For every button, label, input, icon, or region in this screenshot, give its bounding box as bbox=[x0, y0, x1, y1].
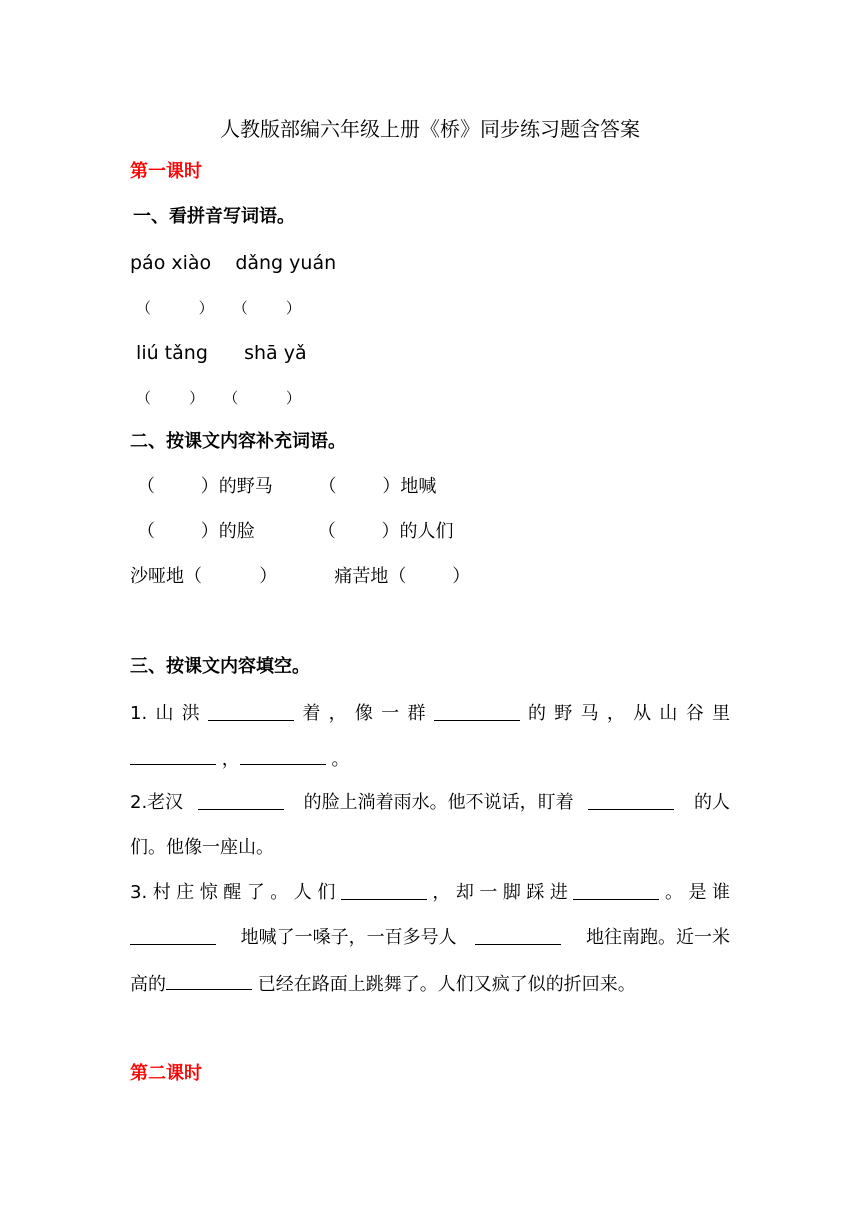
answer-blank bbox=[130, 746, 216, 765]
question-text: 一 bbox=[381, 703, 400, 724]
pinyin-row-1: páo xiào dǎng yuán bbox=[130, 252, 337, 274]
question-text: 谷 bbox=[685, 703, 704, 724]
question-text: 踩 bbox=[526, 882, 545, 903]
answer-blank bbox=[166, 971, 252, 990]
question-text: 从 bbox=[633, 703, 652, 724]
question-text: 却 bbox=[455, 882, 474, 903]
question-text: 像 bbox=[354, 703, 373, 724]
answer-blank bbox=[198, 791, 284, 810]
answer-blank bbox=[240, 746, 326, 765]
question-text: 山 bbox=[155, 703, 174, 724]
lesson2-heading: 第二课时 bbox=[130, 1063, 202, 1084]
question-text: 高的 bbox=[130, 974, 166, 995]
section1-heading: 一、看拼音写词语。 bbox=[133, 206, 295, 227]
question-text: 马 bbox=[580, 703, 599, 724]
question-2-line-2: 们。他像一座山。 bbox=[130, 837, 274, 858]
question-text: 已经在路面上跳舞了。人们又疯了似的折回来。 bbox=[252, 974, 636, 995]
answer-parens-row-2: （ ） （ ） bbox=[136, 389, 301, 407]
question-text: 的人 bbox=[688, 792, 730, 813]
question-text: 里 bbox=[711, 703, 730, 724]
answer-blank bbox=[573, 881, 659, 900]
question-3-line-1 bbox=[130, 881, 730, 905]
question-text: ， bbox=[432, 882, 451, 903]
question-text: 谁 bbox=[711, 882, 730, 903]
fill-word-line-2: （ ）的脸 （ ）的人们 bbox=[137, 521, 454, 542]
question-text: 人 bbox=[293, 882, 312, 903]
question-text: 野 bbox=[554, 703, 573, 724]
question-text: 山 bbox=[659, 703, 678, 724]
question-text: 一 bbox=[479, 882, 498, 903]
fill-word-line-3: 沙哑地（ ） 痛苦地（ ） bbox=[130, 566, 471, 587]
lesson1-heading: 第一课时 bbox=[130, 161, 202, 182]
question-text: 了 bbox=[246, 882, 265, 903]
question-text: 着 bbox=[302, 703, 321, 724]
question-text: 村 bbox=[152, 882, 171, 903]
question-text: 的脸上淌着雨水。他不说话，盯着 bbox=[297, 792, 574, 813]
question-text: 是 bbox=[688, 882, 707, 903]
question-text: 脚 bbox=[502, 882, 521, 903]
question-text: 庄 bbox=[176, 882, 195, 903]
question-1-line-2 bbox=[130, 746, 349, 772]
question-1-line-1 bbox=[130, 702, 730, 726]
question-text: 1. bbox=[130, 703, 148, 724]
question-text: 。 bbox=[270, 882, 289, 903]
question-text: 们 bbox=[317, 882, 336, 903]
question-3-line-3 bbox=[130, 971, 636, 997]
section2-heading: 二、按课文内容补充词语。 bbox=[130, 431, 346, 452]
fill-word-line-1: （ ）的野马 （ ）地喊 bbox=[137, 476, 437, 497]
question-text: 3. bbox=[130, 882, 148, 903]
answer-blank bbox=[434, 702, 520, 721]
answer-blank bbox=[130, 926, 216, 945]
question-text: 地往南跑。近一米 bbox=[580, 927, 730, 948]
question-text: 。 bbox=[664, 882, 683, 903]
answer-blank bbox=[588, 791, 674, 810]
pinyin-row-2: liú tǎng shā yǎ bbox=[130, 342, 307, 364]
question-2-line-1 bbox=[130, 791, 730, 815]
answer-blank bbox=[341, 881, 427, 900]
question-text: 洪 bbox=[181, 703, 200, 724]
answer-parens-row-1: （ ） （ ） bbox=[136, 299, 301, 317]
question-text: 2.老汉 bbox=[130, 792, 184, 813]
question-text: 醒 bbox=[223, 882, 242, 903]
answer-blank bbox=[208, 702, 294, 721]
question-text: ， bbox=[216, 749, 240, 770]
question-text: 。 bbox=[325, 749, 350, 770]
question-text: ， bbox=[606, 703, 625, 724]
page-title: 人教版部编六年级上册《桥》同步练习题含答案 bbox=[220, 117, 640, 141]
question-text: ， bbox=[328, 703, 347, 724]
question-text: 惊 bbox=[199, 882, 218, 903]
section3-heading: 三、按课文内容填空。 bbox=[130, 656, 310, 677]
question-text: 的 bbox=[528, 703, 546, 724]
question-text: 进 bbox=[549, 882, 568, 903]
question-3-line-2 bbox=[130, 926, 730, 950]
answer-blank bbox=[475, 926, 561, 945]
question-text: 地喊了一嗓子，一百多号人 bbox=[234, 927, 457, 948]
question-text: 群 bbox=[407, 703, 426, 724]
